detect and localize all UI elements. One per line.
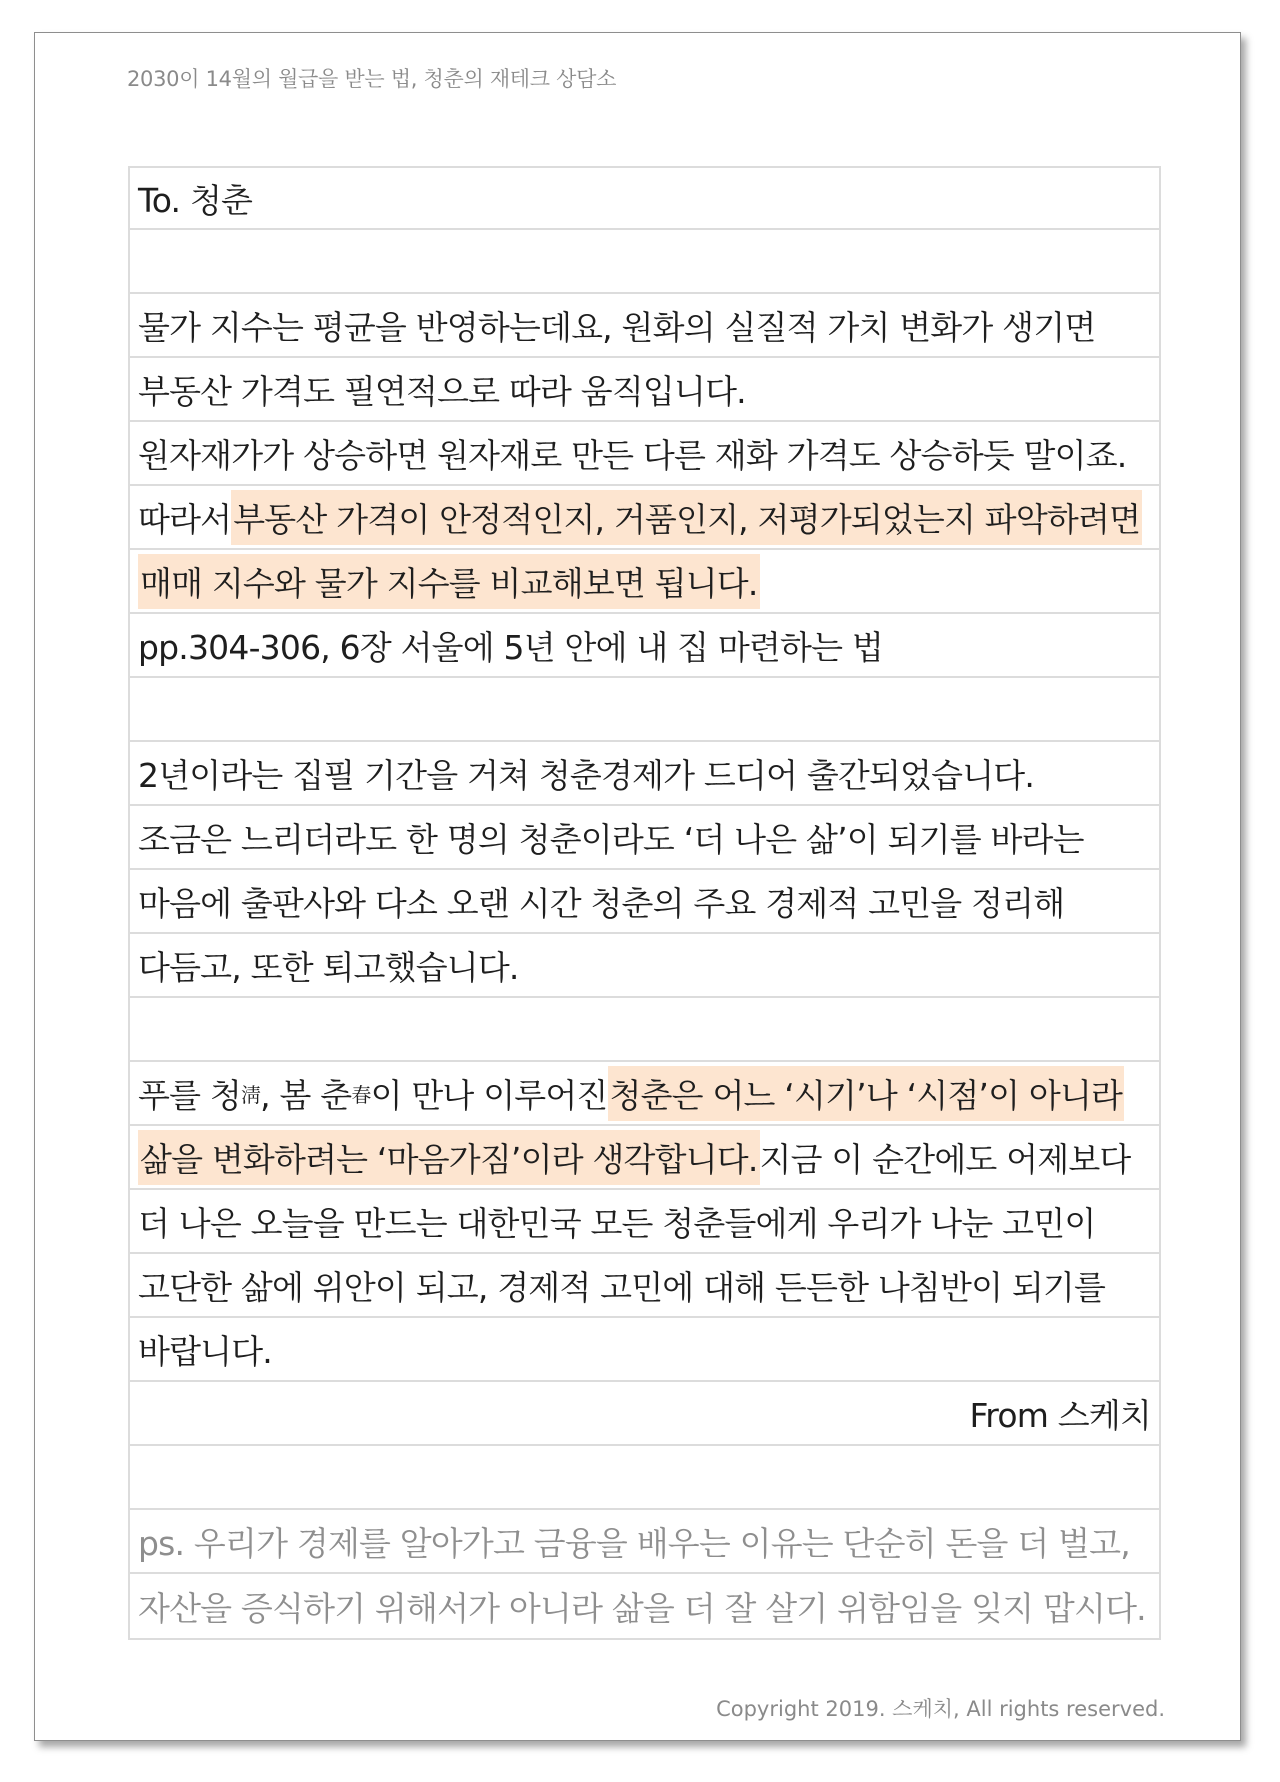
letter-text: 지금 이 순간에도 어제보다 [759,1139,1131,1179]
highlighted-text: 삶을 변화하려는 ‘마음가짐’이라 생각합니다. [138,1130,760,1185]
letter-line [130,1190,1159,1254]
letter-text: 더 나은 오늘을 만드는 대한민국 모든 청춘들에게 우리가 나눈 고민이 [138,1203,1096,1243]
postscript-line [130,1510,1159,1574]
blank-line [130,678,1159,742]
postscript-text: 자산을 증식하기 위해서가 아니라 삶을 더 잘 살기 위함임을 잊지 맙시다. [138,1588,1146,1628]
book-title-header: 2030이 14월의 월급을 받는 법, 청춘의 재테크 상담소 [127,67,617,91]
letter-line [130,550,1159,614]
lined-letter-body [128,166,1161,1640]
highlighted-text: 부동산 가격이 안정적인지, 거품인지, 저평가되었는지 파악하려면 [231,490,1142,545]
letter-text: 바랍니다. [138,1331,273,1371]
letter-line [130,1318,1159,1382]
copyright-footer: Copyright 2019. 스케치, All rights reserved. [716,1697,1165,1721]
citation-text: pp.304-306, 6장 서울에 5년 안에 내 집 마련하는 법 [138,627,883,667]
letter-line [130,742,1159,806]
salutation: To. 청춘 [138,180,253,220]
letter-line [130,1126,1159,1190]
highlighted-text: 매매 지수와 물가 지수를 비교해보면 됩니다. [138,554,760,609]
letter-text: 부동산 가격도 필연적으로 따라 움직입니다. [138,371,746,411]
signature: From 스케치 [969,1395,1151,1435]
postscript-text: ps. 우리가 경제를 알아가고 금융을 배우는 이유는 단순히 돈을 더 벌고, [138,1523,1130,1563]
letter-text: 원자재가가 상승하면 원자재로 만든 다른 재화 가격도 상승하듯 말이죠. [138,435,1127,475]
letter-sheet [34,32,1241,1741]
letter-line [130,1062,1159,1126]
letter-text: 마음에 출판사와 다소 오랜 시간 청춘의 주요 경제적 고민을 정리해 [138,883,1065,923]
signature-line [130,1382,1159,1446]
letter-line [130,934,1159,998]
letter-text: 물가 지수는 평균을 반영하는데요, 원화의 실질적 가치 변화가 생기면 [138,307,1096,347]
blank-line [130,998,1159,1062]
letter-line [130,486,1159,550]
hanja-text: 春 [351,1082,371,1107]
letter-line [130,870,1159,934]
letter-text: 푸를 청 [138,1075,241,1115]
letter-text: 다듬고, 또한 퇴고했습니다. [138,947,519,987]
highlighted-text: 청춘은 어느 ‘시기’나 ‘시점’이 아니라 [608,1066,1125,1121]
letter-line [130,422,1159,486]
letter-text: 이 만나 이루어진 [370,1075,608,1115]
letter-line [130,358,1159,422]
letter-text: , 봄 춘 [260,1075,352,1115]
letter-line [130,806,1159,870]
salutation-line [130,168,1159,230]
blank-line [130,1446,1159,1510]
postscript-line [130,1574,1159,1638]
letter-text: 2년이라는 집필 기간을 거쳐 청춘경제가 드디어 출간되었습니다. [138,755,1035,795]
letter-text: 조금은 느리더라도 한 명의 청춘이라도 ‘더 나은 삶’이 되기를 바라는 [138,819,1084,859]
blank-line [130,230,1159,294]
letter-line [130,294,1159,358]
letter-line [130,1254,1159,1318]
letter-text: 따라서 [138,499,232,539]
letter-text: 고단한 삶에 위안이 되고, 경제적 고민에 대해 든든한 나침반이 되기를 [138,1267,1106,1307]
hanja-text: 淸 [240,1082,261,1107]
citation-line [130,614,1159,678]
